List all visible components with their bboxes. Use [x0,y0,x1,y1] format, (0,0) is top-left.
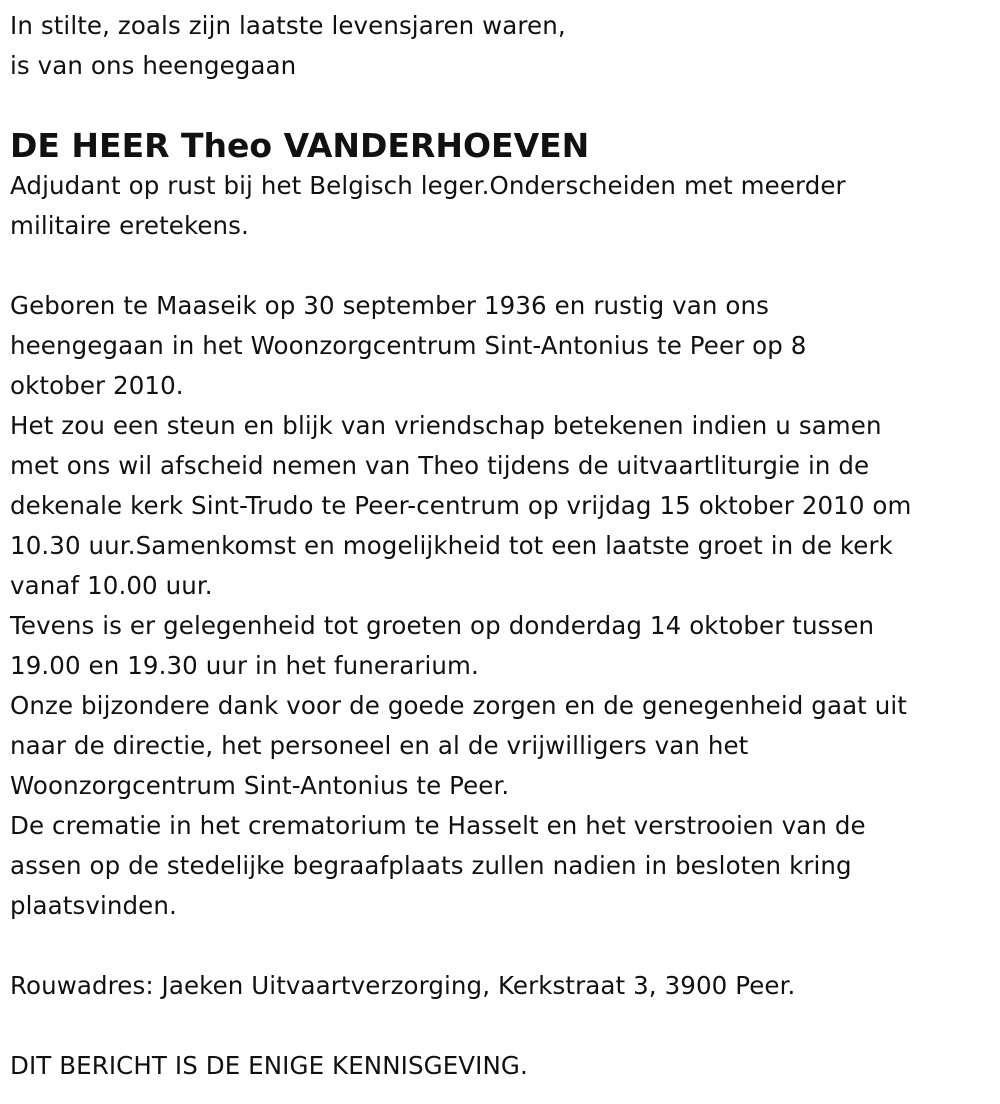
body-line-1: Geboren te Maaseik op 30 september 1936 en rustig van ons [10,291,769,320]
body-line-2: heengegaan in het Woonzorgcentrum Sint-Antonius te Peer op 8 [10,331,807,360]
body-line-16: plaatsvinden. [10,891,177,920]
body-line-10: 19.00 en 19.30 uur in het funerarium. [10,651,479,680]
body-line-3: oktober 2010. [10,371,184,400]
intro-line-1: In stilte, zoals zijn laatste levensjaren waren, [10,11,566,40]
body-line-11: Onze bijzondere dank voor de goede zorgen en de genegenheid gaat uit [10,691,908,720]
body-line-12: naar de directie, het personeel en al de vrijwilligers van het [10,731,749,760]
spacer [10,1006,1000,1046]
body-line-8: vanaf 10.00 uur. [10,571,213,600]
closing-statement: DIT BERICHT IS DE ENIGE KENNISGEVING. [10,1051,528,1080]
body-line-9: Tevens is er gelegenheid tot groeten op donderdag 14 oktober tussen [10,611,875,640]
body-line-7: 10.30 uur.Samenkomst en mogelijkheid tot een laatste groet in de kerk [10,531,893,560]
body-line-6: dekenale kerk Sint-Trudo te Peer-centrum op vrijdag 15 oktober 2010 om [10,491,912,520]
title-line-1: Adjudant op rust bij het Belgisch leger.Onderscheiden met meerder [10,171,846,200]
deceased-name: DE HEER Theo VANDERHOEVEN [10,126,590,165]
body-line-13: Woonzorgcentrum Sint-Antonius te Peer. [10,771,510,800]
mourning-address: Rouwadres: Jaeken Uitvaartverzorging, Kerkstraat 3, 3900 Peer. [10,971,796,1000]
body-line-14: De crematie in het crematorium te Hasselt en het verstrooien van de [10,811,866,840]
body-line-4: Het zou een steun en blijk van vriendschap betekenen indien u samen [10,411,882,440]
intro-line-2: is van ons heengegaan [10,51,297,80]
body-line-5: met ons wil afscheid nemen van Theo tijdens de uitvaartliturgie in de [10,451,870,480]
spacer [10,246,1000,286]
spacer [10,926,1000,966]
title-line-2: militaire eretekens. [10,211,249,240]
body-line-15: assen op de stedelijke begraafplaats zullen nadien in besloten kring [10,851,852,880]
